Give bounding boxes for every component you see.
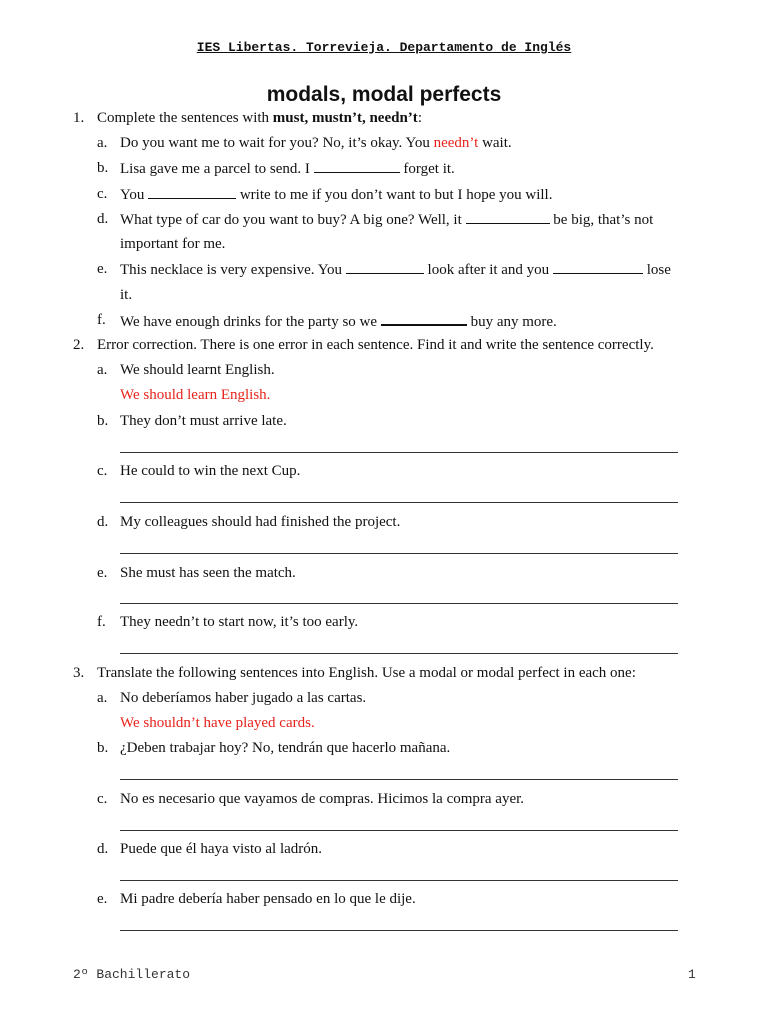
ex3-c-label: c.: [97, 791, 108, 807]
ex2-e-answer-line[interactable]: [120, 603, 678, 604]
ex2-c-label: c.: [97, 463, 108, 479]
ex3-e-sentence: Mi padre debería haber pensado en lo que le dije.: [120, 891, 416, 907]
ex3-e-label: e.: [97, 891, 108, 907]
ex1-d-sentence: What type of car do you want to buy? A big one? Well, it be big, that’s not: [120, 212, 654, 228]
ex1-d-line2: important for me.: [120, 236, 226, 252]
ex1-c-sentence: You write to me if you don’t want to but I hope you will.: [120, 187, 553, 203]
ex2-e-sentence: She must has seen the match.: [120, 565, 296, 581]
exercise-2-number: 2.: [73, 337, 85, 353]
ex2-d-label: d.: [97, 514, 109, 530]
ex2-f-answer-line[interactable]: [120, 653, 678, 654]
ex2-b-sentence: They don’t must arrive late.: [120, 413, 287, 429]
ex1-a-answer: needn’t: [433, 135, 479, 151]
ex3-b-sentence: ¿Deben trabajar hoy? No, tendrán que hacerlo mañana.: [120, 740, 451, 756]
ex3-d-label: d.: [97, 841, 109, 857]
ex3-d-answer-line[interactable]: [120, 880, 678, 881]
ex1-f-sentence: We have enough drinks for the party so we buy any more.: [120, 314, 557, 330]
page-title: modals, modal perfects: [266, 83, 502, 106]
ex1-b-sentence: Lisa gave me a parcel to send. I forget it.: [120, 161, 455, 177]
ex3-a-label: a.: [97, 690, 108, 706]
ex2-d-sentence: My colleagues should had finished the project.: [120, 514, 401, 530]
ex2-f-sentence: They needn’t to start now, it’s too early.: [120, 614, 359, 630]
exercise-2-instruction: Error correction. There is one error in each sentence. Find it and write the sentence correctly.: [97, 337, 654, 353]
ex2-b-label: b.: [97, 413, 109, 429]
ex1-e-blank-1[interactable]: [346, 261, 424, 274]
ex2-b-answer-line[interactable]: [120, 452, 678, 453]
exercise-1-number: 1.: [73, 110, 85, 126]
ex3-e-answer-line[interactable]: [120, 930, 678, 931]
ex1-d-blank[interactable]: [466, 211, 550, 224]
ex2-d-answer-line[interactable]: [120, 553, 678, 554]
ex3-a-answer: We shouldn’t have played cards.: [120, 715, 315, 731]
ex3-b-answer-line[interactable]: [120, 779, 678, 780]
ex1-b-label: b.: [97, 160, 109, 176]
ex3-d-sentence: Puede que él haya visto al ladrón.: [120, 841, 323, 857]
ex3-b-label: b.: [97, 740, 109, 756]
ex1-a-sentence: Do you want me to wait for you? No, it’s okay. You needn’t wait.: [120, 135, 512, 151]
footer-page-number: 1: [688, 967, 696, 982]
exercise-1-instruction: Complete the sentences with must, mustn’t, needn’t:: [97, 110, 422, 126]
ex1-b-blank[interactable]: [314, 160, 400, 173]
school-header: IES Libertas. Torrevieja. Departamento de Inglés: [196, 40, 572, 55]
ex1-e-label: e.: [97, 261, 108, 277]
ex2-a-sentence: We should learnt English.: [120, 362, 275, 378]
ex1-c-blank[interactable]: [148, 186, 236, 199]
ex3-c-answer-line[interactable]: [120, 830, 678, 831]
ex2-f-label: f.: [97, 614, 106, 630]
exercise-3-number: 3.: [73, 665, 85, 681]
ex1-d-label: d.: [97, 211, 109, 227]
ex1-e-blank-2[interactable]: [553, 261, 643, 274]
ex3-a-sentence: No deberíamos haber jugado a las cartas.: [120, 690, 367, 706]
ex1-f-blank[interactable]: [381, 312, 467, 326]
exercise-3-instruction: Translate the following sentences into English. Use a modal or modal perfect in each one:: [97, 665, 636, 681]
ex1-a-label: a.: [97, 135, 108, 151]
ex1-e-line2: it.: [120, 287, 133, 303]
ex1-e-sentence: This necklace is very expensive. You look after it and you lose: [120, 262, 671, 278]
ex2-a-answer: We should learn English.: [120, 387, 271, 403]
ex3-c-sentence: No es necesario que vayamos de compras. Hicimos la compra ayer.: [120, 791, 525, 807]
ex2-a-label: a.: [97, 362, 108, 378]
ex2-c-sentence: He could to win the next Cup.: [120, 463, 301, 479]
ex2-c-answer-line[interactable]: [120, 502, 678, 503]
footer-course: 2º Bachillerato: [73, 967, 191, 982]
ex1-f-label: f.: [97, 312, 106, 328]
ex2-e-label: e.: [97, 565, 108, 581]
ex1-c-label: c.: [97, 186, 108, 202]
